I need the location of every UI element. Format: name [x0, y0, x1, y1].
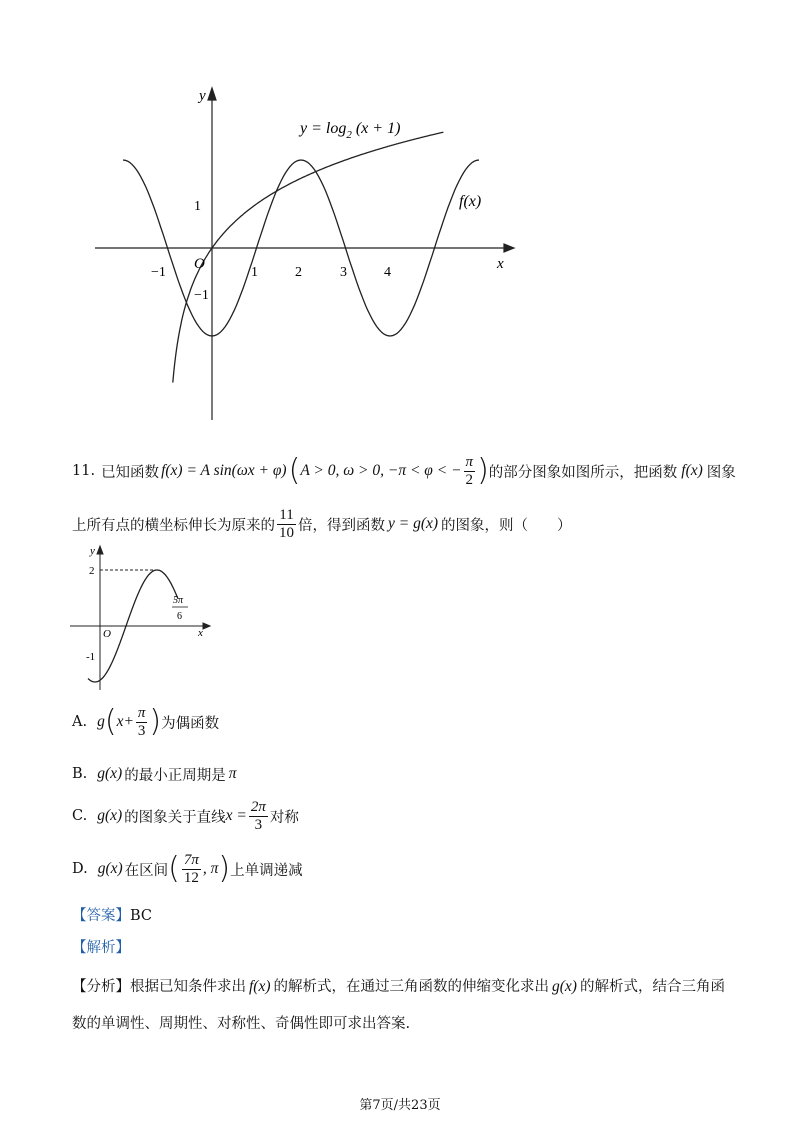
analysis-line-1 [72, 975, 725, 996]
option-a-text: 为偶函数 [161, 715, 220, 732]
frac-num: 7π [183, 851, 199, 868]
figure2-y-arrow [97, 546, 103, 554]
option-c[interactable] [72, 796, 299, 836]
analysis-tag-inner: 【分析】 [72, 979, 130, 995]
option-a[interactable] [72, 702, 219, 742]
answer-line [72, 904, 152, 925]
page-footer: 第7页/共23页 [359, 1098, 441, 1113]
option-b-g: g(x) [97, 765, 123, 782]
figure1-x-arrow [504, 244, 514, 252]
frac-11: 11 [277, 507, 296, 525]
question-line2-mid: 倍，得到函数 [298, 517, 385, 534]
option-b-label: B. [72, 766, 88, 782]
tick-yneg1: −1 [194, 288, 209, 303]
answer-value: BC [130, 908, 153, 924]
two-pi-over-3-fraction [249, 799, 268, 834]
option-d-end: 上单调递减 [230, 862, 303, 879]
option-c-label: C. [72, 808, 88, 824]
question-end: 图象 [706, 464, 736, 481]
tick-2: 2 [295, 265, 302, 280]
log-label: $y = \log_2 (x + 1)$ [300, 120, 401, 141]
paren-right: ) [149, 704, 162, 739]
frac-num: π [465, 453, 474, 470]
tick-1: 1 [251, 265, 258, 280]
eleven-tenths-fraction [277, 507, 296, 542]
tick-3: 3 [340, 265, 347, 280]
paren-left: ( [168, 851, 180, 886]
analysis-g: g(x) [552, 978, 577, 995]
figure-1-graph [0, 0, 800, 440]
option-c-end: 对称 [269, 809, 299, 826]
frac-den: 12 [183, 869, 199, 886]
option-c-eq: x = [225, 807, 247, 824]
question-f: f(x) [681, 462, 703, 479]
figure2-yneg1: -1 [86, 651, 96, 663]
option-d-label: D. [72, 861, 88, 877]
frac-num: π [137, 704, 146, 721]
figure1-origin: O [194, 256, 205, 272]
option-d[interactable] [72, 849, 303, 889]
tick-4: 4 [384, 265, 391, 280]
figure2-tick-den: 6 [177, 611, 182, 622]
figure2-x-arrow [203, 623, 210, 629]
figure-2-graph [60, 540, 220, 692]
option-d-comma: , π [202, 860, 219, 877]
question-number: 11. [72, 463, 96, 479]
option-c-g: g(x) [97, 807, 123, 824]
question-suffix: 的部分图象如图所示，把函数 [488, 464, 678, 481]
seven-pi-over-12-fraction [182, 852, 201, 887]
analysis-p2: 的解析式，在通过三角函数的伸缩变化求出 [273, 979, 550, 995]
answer-tag: 【答案】 [72, 908, 130, 924]
question-line2-end: 的图象，则（ ） [441, 517, 572, 534]
question-line-1 [72, 451, 736, 491]
paren-right: ) [477, 453, 489, 488]
figure2-tick-num: 5π [173, 595, 184, 606]
option-a-label: A. [72, 714, 88, 730]
option-d-text: 在区间 [124, 862, 169, 879]
option-d-g: g(x) [97, 860, 123, 877]
frac-10: 10 [279, 524, 294, 541]
analysis-p1: 根据已知条件求出 [130, 979, 246, 995]
figure2-origin: O [103, 628, 111, 640]
analysis-line-2: 数的单调性、周期性、对称性、奇偶性即可求出答案. [72, 1016, 411, 1032]
analysis-tag: 【解析】 [72, 940, 130, 956]
analysis-f: f(x) [249, 978, 271, 995]
frac-den: 3 [137, 722, 146, 739]
log-curve [173, 132, 444, 382]
pi-over-2-fraction [464, 454, 476, 489]
pi-over-3-fraction [136, 705, 148, 740]
f-label: f(x) [459, 193, 482, 210]
paren-left: ( [104, 704, 117, 739]
option-a-g: g [97, 713, 105, 730]
frac-den: 3 [254, 816, 263, 833]
question-cond: A > 0, ω > 0, −π < φ < − [300, 462, 462, 479]
analysis-p3: 的解析式，结合三角函 [579, 979, 725, 995]
figure2-y2: 2 [89, 565, 95, 577]
question-g-expr: y = g(x) [388, 515, 439, 532]
option-c-text: 的图象关于直线 [124, 809, 226, 826]
question-line2-prefix: 上所有点的横坐标伸长为原来的 [72, 517, 275, 534]
paren-right: ) [218, 851, 231, 886]
figure2-y-label: y [90, 545, 95, 557]
figure1-y-arrow [208, 88, 216, 100]
paren-left: ( [288, 453, 301, 488]
option-b[interactable] [72, 762, 236, 786]
tick-neg1: −1 [151, 265, 166, 280]
question-line-2 [72, 504, 572, 544]
option-b-end: π [228, 765, 237, 782]
question-f-expr: f(x) = A sin(ωx + φ) [161, 462, 287, 479]
figure1-y-label: y [199, 88, 206, 104]
frac-num: 2π [250, 798, 266, 815]
option-b-text: 的最小正周期是 [124, 767, 226, 784]
tick-y1: 1 [194, 199, 201, 214]
frac-den: 2 [465, 471, 474, 488]
question-prefix: 已知函数 [101, 464, 160, 481]
option-a-arg: x+ [116, 713, 134, 730]
figure1-x-label: x [497, 256, 504, 272]
figure2-x-label: x [198, 627, 203, 639]
